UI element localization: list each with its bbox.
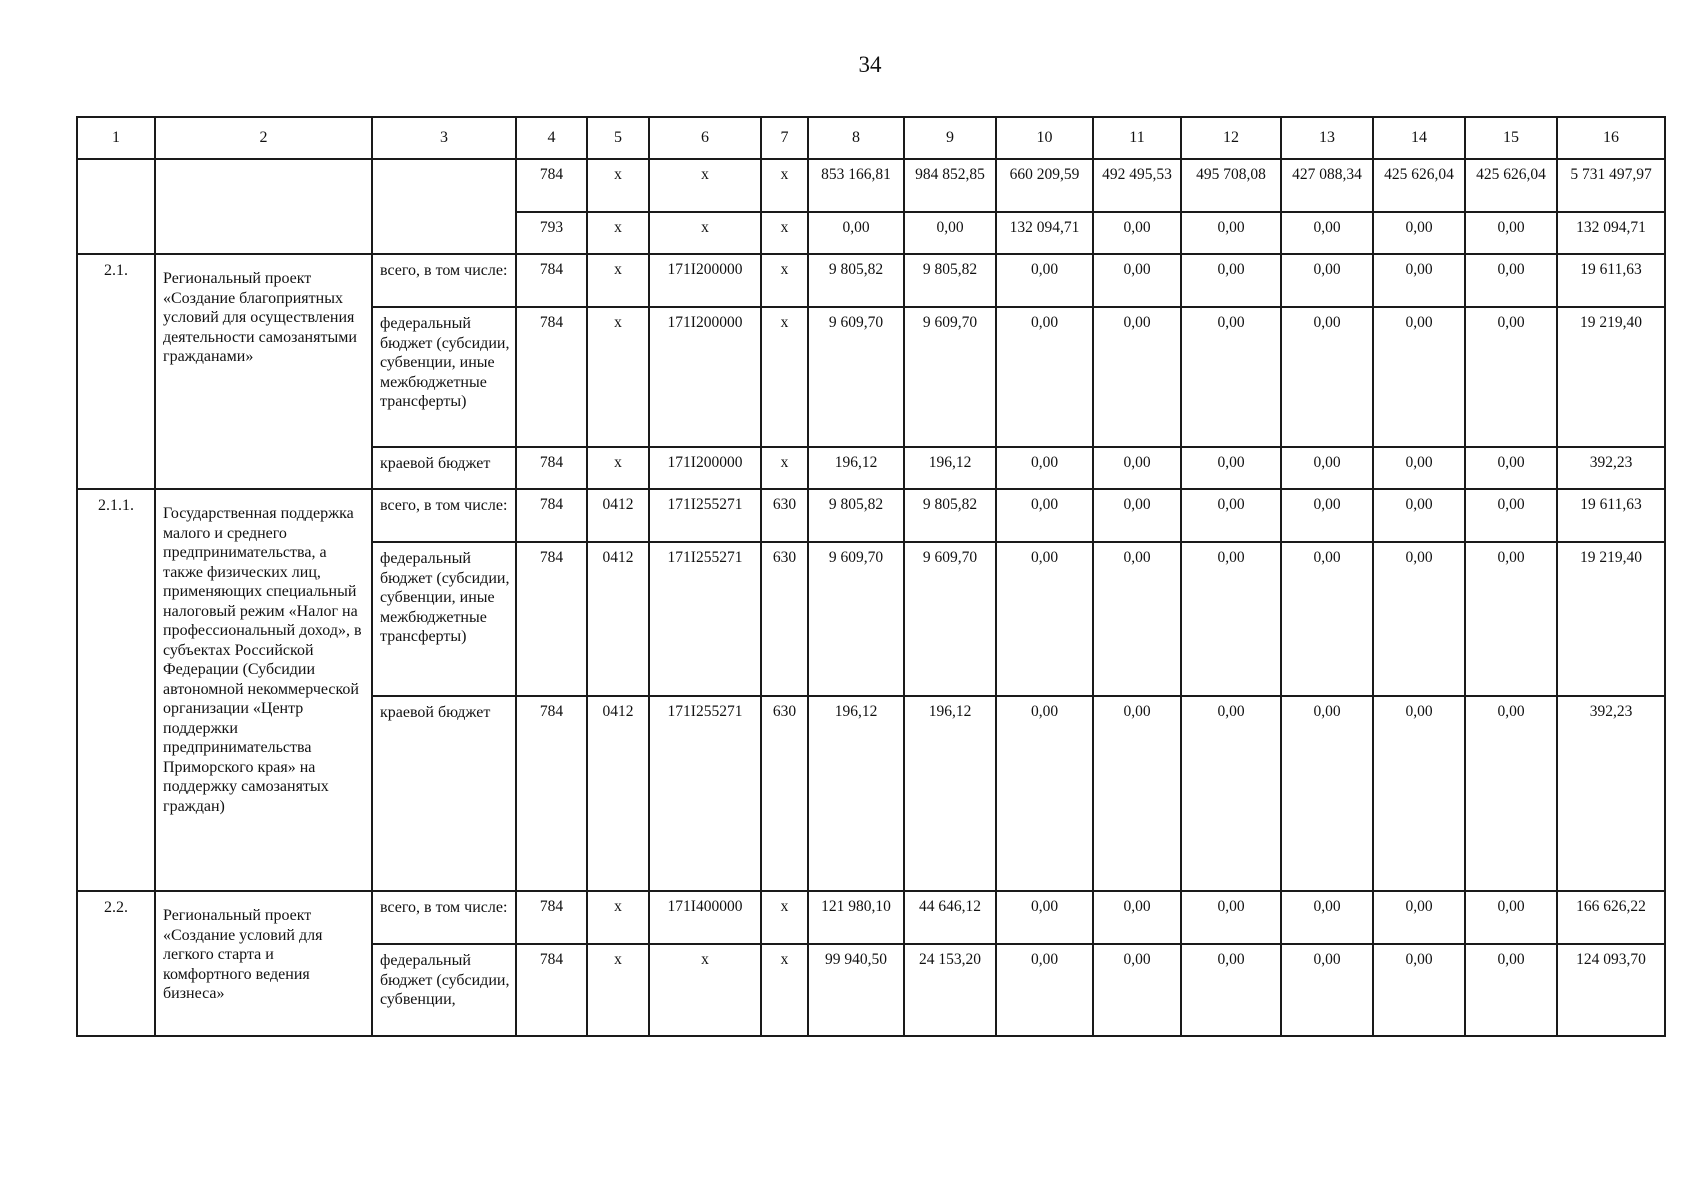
cell-col-11: 0,00 [1093, 447, 1181, 489]
cell-col-5: х [587, 159, 649, 212]
cell-col-4: 784 [516, 542, 587, 696]
cell-col-16: 132 094,71 [1557, 212, 1665, 254]
cell-col-16: 166 626,22 [1557, 891, 1665, 944]
cell-col-10: 0,00 [996, 489, 1093, 542]
cell-col-11: 492 495,53 [1093, 159, 1181, 212]
cell-col-4: 793 [516, 212, 587, 254]
cell-col-11: 0,00 [1093, 891, 1181, 944]
cell-col-13: 0,00 [1281, 696, 1373, 891]
cell-col-14: 0,00 [1373, 891, 1465, 944]
cell-col-15: 0,00 [1465, 307, 1557, 447]
page-number: 34 [858, 52, 882, 77]
cell-col-16: 124 093,70 [1557, 944, 1665, 1036]
cell-col-7: 630 [761, 696, 808, 891]
cell-col-15: 0,00 [1465, 212, 1557, 254]
cell-col-8: 9 805,82 [808, 254, 904, 307]
column-header: 9 [904, 117, 996, 159]
header-row [77, 117, 1665, 159]
cell-col-7: 630 [761, 489, 808, 542]
cell-col-14: 0,00 [1373, 542, 1465, 696]
column-header: 10 [996, 117, 1093, 159]
cell-col-13: 0,00 [1281, 212, 1373, 254]
table-row [77, 254, 1665, 307]
cell-col-7: х [761, 212, 808, 254]
cell-col-14: 0,00 [1373, 212, 1465, 254]
funding-source: федеральный бюджет (субсидии, субвенции, [372, 944, 516, 1036]
cell-col-9: 44 646,12 [904, 891, 996, 944]
cell-col-8: 0,00 [808, 212, 904, 254]
section-number: 2.2. [77, 891, 155, 1036]
cell-col-8: 196,12 [808, 696, 904, 891]
column-header: 14 [1373, 117, 1465, 159]
cell-col-6: х [649, 159, 761, 212]
cell-col-6: 171I255271 [649, 696, 761, 891]
cell-col-8: 9 805,82 [808, 489, 904, 542]
cell-col-8: 99 940,50 [808, 944, 904, 1036]
column-header: 15 [1465, 117, 1557, 159]
cell-col-10: 0,00 [996, 542, 1093, 696]
cell-col-15: 0,00 [1465, 542, 1557, 696]
funding-source: всего, в том числе: [372, 891, 516, 944]
cell-col-16: 392,23 [1557, 696, 1665, 891]
column-header: 1 [77, 117, 155, 159]
cell-col-6: 171I200000 [649, 307, 761, 447]
cell-col-7: х [761, 447, 808, 489]
cell-col-11: 0,00 [1093, 944, 1181, 1036]
cell-col-9: 9 609,70 [904, 542, 996, 696]
section-name: Региональный проект «Создание благоприятных условий для осуществления деятельности самозанятыми гражданами» [155, 254, 372, 489]
cell-col-15: 425 626,04 [1465, 159, 1557, 212]
cell-col-10: 132 094,71 [996, 212, 1093, 254]
cell-col-8: 853 166,81 [808, 159, 904, 212]
cell-col-13: 0,00 [1281, 542, 1373, 696]
cell-col-14: 0,00 [1373, 307, 1465, 447]
cell-col-12: 495 708,08 [1181, 159, 1281, 212]
cell-col-6: х [649, 212, 761, 254]
column-header: 13 [1281, 117, 1373, 159]
cell-col-12: 0,00 [1181, 696, 1281, 891]
funding-source: краевой бюджет [372, 447, 516, 489]
cell-col-15: 0,00 [1465, 447, 1557, 489]
cell-col-13: 0,00 [1281, 307, 1373, 447]
cell-col-8: 9 609,70 [808, 307, 904, 447]
cell-col-13: 427 088,34 [1281, 159, 1373, 212]
cell-col-16: 19 611,63 [1557, 489, 1665, 542]
cell-col-9: 196,12 [904, 696, 996, 891]
column-header: 4 [516, 117, 587, 159]
cell-col-11: 0,00 [1093, 542, 1181, 696]
cell-col-8: 196,12 [808, 447, 904, 489]
cell-col-12: 0,00 [1181, 542, 1281, 696]
column-header: 12 [1181, 117, 1281, 159]
cell-col-10: 0,00 [996, 447, 1093, 489]
cell-col-4: 784 [516, 159, 587, 212]
cell-col-5: х [587, 447, 649, 489]
cell-col-12: 0,00 [1181, 489, 1281, 542]
cell-col-14: 425 626,04 [1373, 159, 1465, 212]
cell-col-11: 0,00 [1093, 212, 1181, 254]
column-header: 8 [808, 117, 904, 159]
cell-col-6: 171I255271 [649, 489, 761, 542]
column-header: 5 [587, 117, 649, 159]
cell-col-5: 0412 [587, 542, 649, 696]
cell-col-7: х [761, 891, 808, 944]
budget-table [76, 116, 1666, 1037]
cell-col-7: х [761, 944, 808, 1036]
cell-col-12: 0,00 [1181, 212, 1281, 254]
cell-col-13: 0,00 [1281, 489, 1373, 542]
cell-col-6: х [649, 944, 761, 1036]
cell-col-4: 784 [516, 696, 587, 891]
cell-col-13: 0,00 [1281, 891, 1373, 944]
cell-col-11: 0,00 [1093, 696, 1181, 891]
cell-col-16: 392,23 [1557, 447, 1665, 489]
cell-col-4: 784 [516, 307, 587, 447]
cell-col-5: х [587, 212, 649, 254]
cell-col-8: 9 609,70 [808, 542, 904, 696]
funding-source: всего, в том числе: [372, 254, 516, 307]
cell-col-16: 19 611,63 [1557, 254, 1665, 307]
cell-col-6: 171I200000 [649, 447, 761, 489]
cell-col-16: 19 219,40 [1557, 542, 1665, 696]
cell-col-13: 0,00 [1281, 447, 1373, 489]
section-name: Региональный проект «Создание условий для легкого старта и комфортного ведения бизнеса» [155, 891, 372, 1036]
cell-col-10: 0,00 [996, 254, 1093, 307]
funding-source: краевой бюджет [372, 696, 516, 891]
funding-source: всего, в том числе: [372, 489, 516, 542]
table-row [77, 891, 1665, 944]
funding-source: федеральный бюджет (субсидии, субвенции, иные межбюджетные трансферты) [372, 542, 516, 696]
cell-col-14: 0,00 [1373, 696, 1465, 891]
column-header: 7 [761, 117, 808, 159]
cell-col-1 [77, 159, 155, 254]
cell-col-15: 0,00 [1465, 489, 1557, 542]
cell-col-8: 121 980,10 [808, 891, 904, 944]
table-body [77, 117, 1665, 1036]
cell-col-5: 0412 [587, 696, 649, 891]
cell-col-5: 0412 [587, 489, 649, 542]
cell-col-12: 0,00 [1181, 944, 1281, 1036]
cell-col-11: 0,00 [1093, 254, 1181, 307]
cell-col-15: 0,00 [1465, 944, 1557, 1036]
cell-col-14: 0,00 [1373, 489, 1465, 542]
column-header: 3 [372, 117, 516, 159]
cell-col-5: х [587, 307, 649, 447]
cell-col-15: 0,00 [1465, 891, 1557, 944]
cell-col-4: 784 [516, 447, 587, 489]
cell-col-2 [155, 159, 372, 254]
cell-col-5: х [587, 944, 649, 1036]
cell-col-7: х [761, 307, 808, 447]
cell-col-9: 196,12 [904, 447, 996, 489]
cell-col-10: 660 209,59 [996, 159, 1093, 212]
cell-col-4: 784 [516, 489, 587, 542]
cell-col-15: 0,00 [1465, 696, 1557, 891]
cell-col-12: 0,00 [1181, 891, 1281, 944]
cell-col-5: х [587, 254, 649, 307]
cell-col-14: 0,00 [1373, 254, 1465, 307]
column-header: 16 [1557, 117, 1665, 159]
cell-col-13: 0,00 [1281, 944, 1373, 1036]
cell-col-9: 24 153,20 [904, 944, 996, 1036]
cell-col-12: 0,00 [1181, 307, 1281, 447]
column-header: 11 [1093, 117, 1181, 159]
cell-col-7: х [761, 159, 808, 212]
cell-col-16: 19 219,40 [1557, 307, 1665, 447]
cell-col-6: 171I400000 [649, 891, 761, 944]
cell-col-4: 784 [516, 944, 587, 1036]
cell-col-13: 0,00 [1281, 254, 1373, 307]
cell-col-11: 0,00 [1093, 307, 1181, 447]
cell-col-6: 171I255271 [649, 542, 761, 696]
column-header: 6 [649, 117, 761, 159]
cell-col-16: 5 731 497,97 [1557, 159, 1665, 212]
cell-col-9: 9 609,70 [904, 307, 996, 447]
cell-col-3 [372, 159, 516, 254]
cell-col-10: 0,00 [996, 696, 1093, 891]
section-number: 2.1. [77, 254, 155, 489]
cell-col-9: 984 852,85 [904, 159, 996, 212]
section-number: 2.1.1. [77, 489, 155, 891]
cell-col-10: 0,00 [996, 891, 1093, 944]
cell-col-7: х [761, 254, 808, 307]
funding-source: федеральный бюджет (субсидии, субвенции, иные межбюджетные трансферты) [372, 307, 516, 447]
cell-col-9: 0,00 [904, 212, 996, 254]
cell-col-9: 9 805,82 [904, 254, 996, 307]
cell-col-10: 0,00 [996, 944, 1093, 1036]
section-name: Государственная поддержка малого и среднего предпринимательства, а также физических лиц, применяющих специальный налоговый режим «Налог на профессиональный доход», в субъектах Российской Федерации (Субсидии автономной некоммерческой организации «Центр поддержки предпринимательства Приморского края» на поддержку самозанятых граждан) [155, 489, 372, 891]
cell-col-9: 9 805,82 [904, 489, 996, 542]
cell-col-6: 171I200000 [649, 254, 761, 307]
cell-col-4: 784 [516, 254, 587, 307]
cell-col-10: 0,00 [996, 307, 1093, 447]
table-row [77, 159, 1665, 212]
cell-col-15: 0,00 [1465, 254, 1557, 307]
cell-col-11: 0,00 [1093, 489, 1181, 542]
cell-col-14: 0,00 [1373, 447, 1465, 489]
table-row [77, 489, 1665, 542]
cell-col-4: 784 [516, 891, 587, 944]
cell-col-12: 0,00 [1181, 447, 1281, 489]
cell-col-12: 0,00 [1181, 254, 1281, 307]
column-header: 2 [155, 117, 372, 159]
cell-col-5: х [587, 891, 649, 944]
cell-col-14: 0,00 [1373, 944, 1465, 1036]
cell-col-7: 630 [761, 542, 808, 696]
